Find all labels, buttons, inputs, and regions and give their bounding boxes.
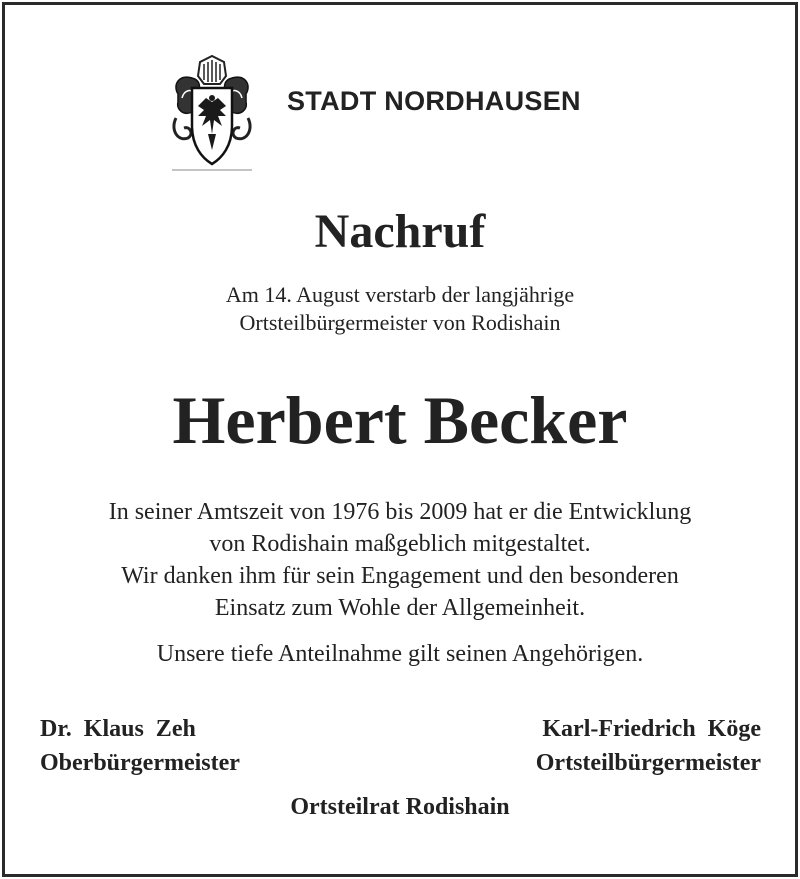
signatory-name: Karl-Friedrich Köge	[542, 716, 761, 742]
signatory-name: Dr. Klaus Zeh	[40, 716, 196, 742]
intro-line: Am 14. August verstarb der langjährige	[225, 282, 575, 307]
deceased-name: Herbert Becker	[172, 382, 628, 458]
tribute-line: von Rodishain maßgeblich mitgestaltet.	[209, 531, 591, 557]
intro-text	[0, 281, 800, 337]
council-signature: Ortsteilrat Rodishain	[290, 794, 510, 820]
signatory-role: Oberbürgermeister	[40, 750, 240, 776]
notice-title: Nachruf	[314, 205, 486, 258]
tribute-line: In seiner Amtszeit von 1976 bis 2009 hat er die Entwicklung	[108, 499, 692, 525]
signature-right	[536, 712, 761, 780]
signature-left	[40, 712, 240, 780]
intro-line: Ortsteilbürgermeister von Rodishain	[239, 310, 561, 335]
tribute-text	[0, 496, 800, 624]
city-name: STADT NORDHAUSEN	[287, 86, 581, 116]
signatory-role: Ortsteilbürgermeister	[535, 750, 761, 776]
tribute-line: Wir danken ihm für sein Engagement und den besonderen	[121, 563, 679, 589]
city-coat-of-arms-icon	[170, 54, 254, 172]
condolence-text: Unsere tiefe Anteilnahme gilt seinen Angehörigen.	[156, 641, 644, 667]
tribute-line: Einsatz zum Wohle der Allgemeinheit.	[214, 595, 586, 621]
